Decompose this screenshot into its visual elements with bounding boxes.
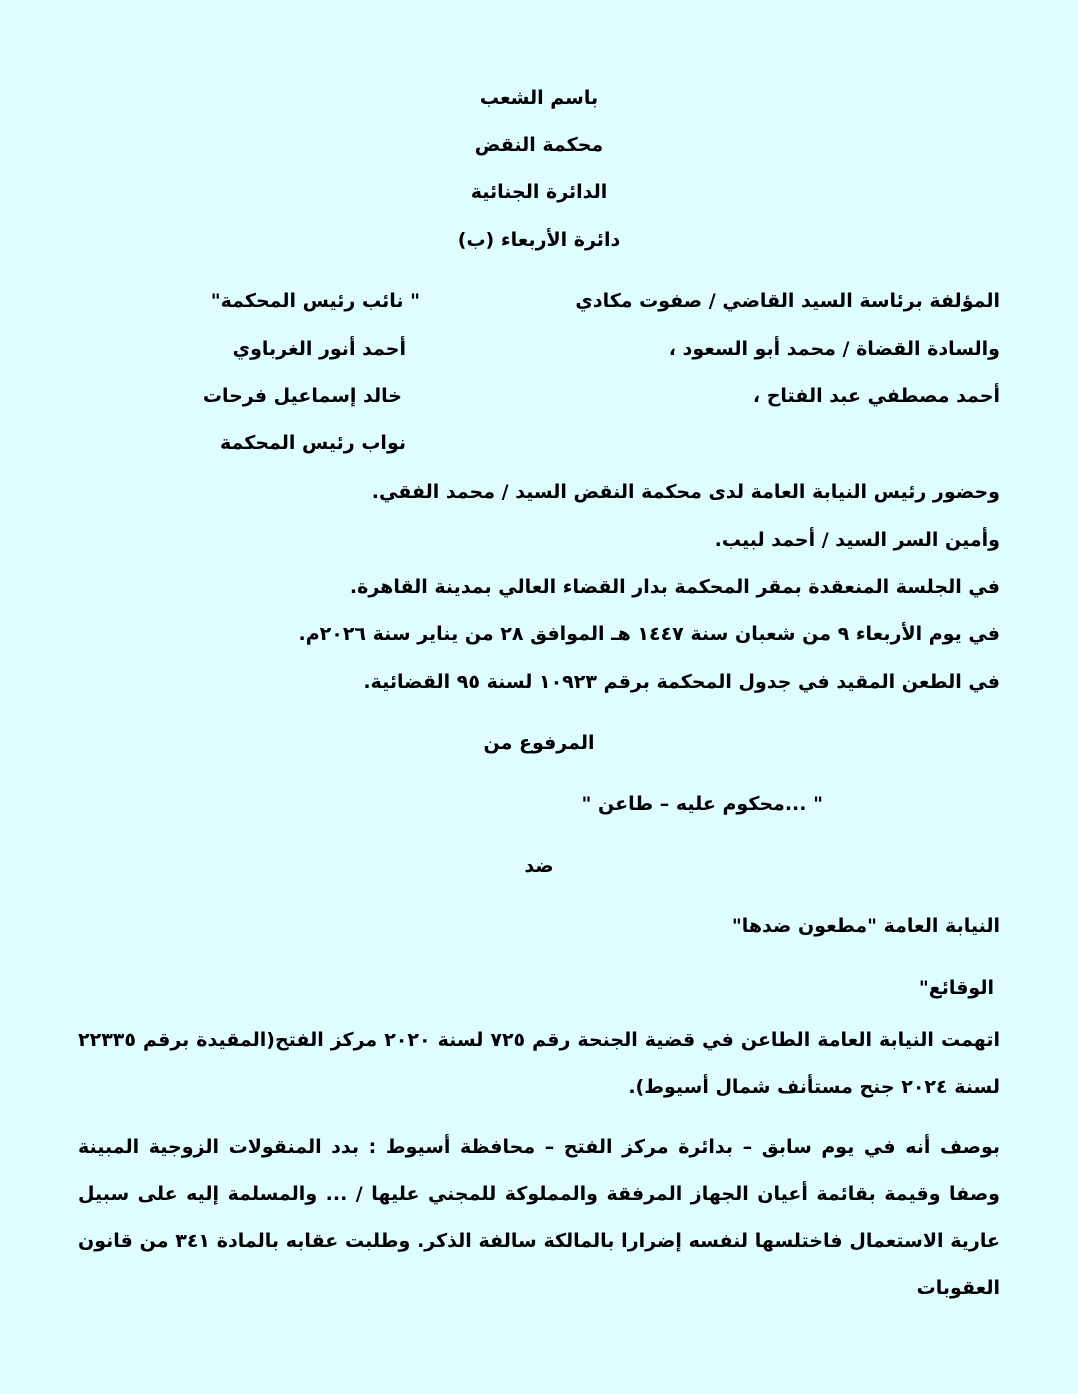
presiding-judge-title: " نائب رئيس المحكمة" [210,290,420,312]
judges-title: نواب رئيس المحكمة [220,432,406,454]
case-number-line: في الطعن المقيد في جدول المحكمة برقم ١٠٩٢٣ لسنة ٩٥ القضائية. [363,671,1000,693]
judges-intro: والسادة القضاة / محمد أبو السعود ، [668,338,1000,360]
secretary-line: وأمين السر السيد / أحمد لبيب. [714,529,1000,551]
filed-by-label: المرفوع من [483,732,595,754]
judge-name-3: أحمد مصطفي عبد الفتاح ، [752,385,1000,407]
judge-name-4: خالد إسماعيل فرحات [202,385,402,407]
judge-name-2: أحمد أنور الغرباوي [232,338,406,360]
facts-paragraph-2: بوصف أنه في يوم سابق – بدائرة مركز الفتح – محافظة أسيوط : بدد المنقولات الزوجية المبينة وصفا وقيمة بقائمة أعيان الجهاز المرفقة والمملوكة للمجني عليها / ... والمسلمة إليه على سبيل عارية الاستعمال فاختلسها لنفسه إضرارا بالمالكة سالفة الذكر. وطلبت عقابه بالمادة ٣٤١ من قانون العقوبات [78,1136,1000,1299]
versus-label: ضد [524,855,554,877]
venue-line: في الجلسة المنعقدة بمقر المحكمة بدار القضاء العالي بمدينة القاهرة. [349,576,1000,598]
facts-heading: الوقائع" [918,977,994,999]
respondent-line: النيابة العامة "مطعون ضدها" [731,915,1000,937]
header-court-name: محكمة النقض [474,134,604,156]
prosecutor-line: وحضور رئيس النيابة العامة لدى محكمة النقض السيد / محمد الفقي. [371,481,1000,503]
header-criminal-circuit: الدائرة الجنائية [470,181,608,203]
header-wednesday-circuit: دائرة الأربعاء (ب) [457,229,621,251]
facts-paragraph-1: اتهمت النيابة العامة الطاعن في قضية الجنحة رقم ٧٢٥ لسنة ٢٠٢٠ مركز الفتح(المقيدة برقم ٢٢٣٣٥ لسنة ٢٠٢٤ جنح مستأنف شمال أسيوط). [78,1029,1000,1098]
date-line: في يوم الأربعاء ٩ من شعبان سنة ١٤٤٧ هـ الموافق ٢٨ من يناير سنة ٢٠٢٦م. [298,623,1000,645]
appellant-line: " ...محكوم عليه – طاعن " [581,793,823,815]
presiding-judge: المؤلفة برئاسة السيد القاضي / صفوت مكادي [575,290,1000,312]
header-in-the-name-of-people: باسم الشعب [479,87,599,109]
